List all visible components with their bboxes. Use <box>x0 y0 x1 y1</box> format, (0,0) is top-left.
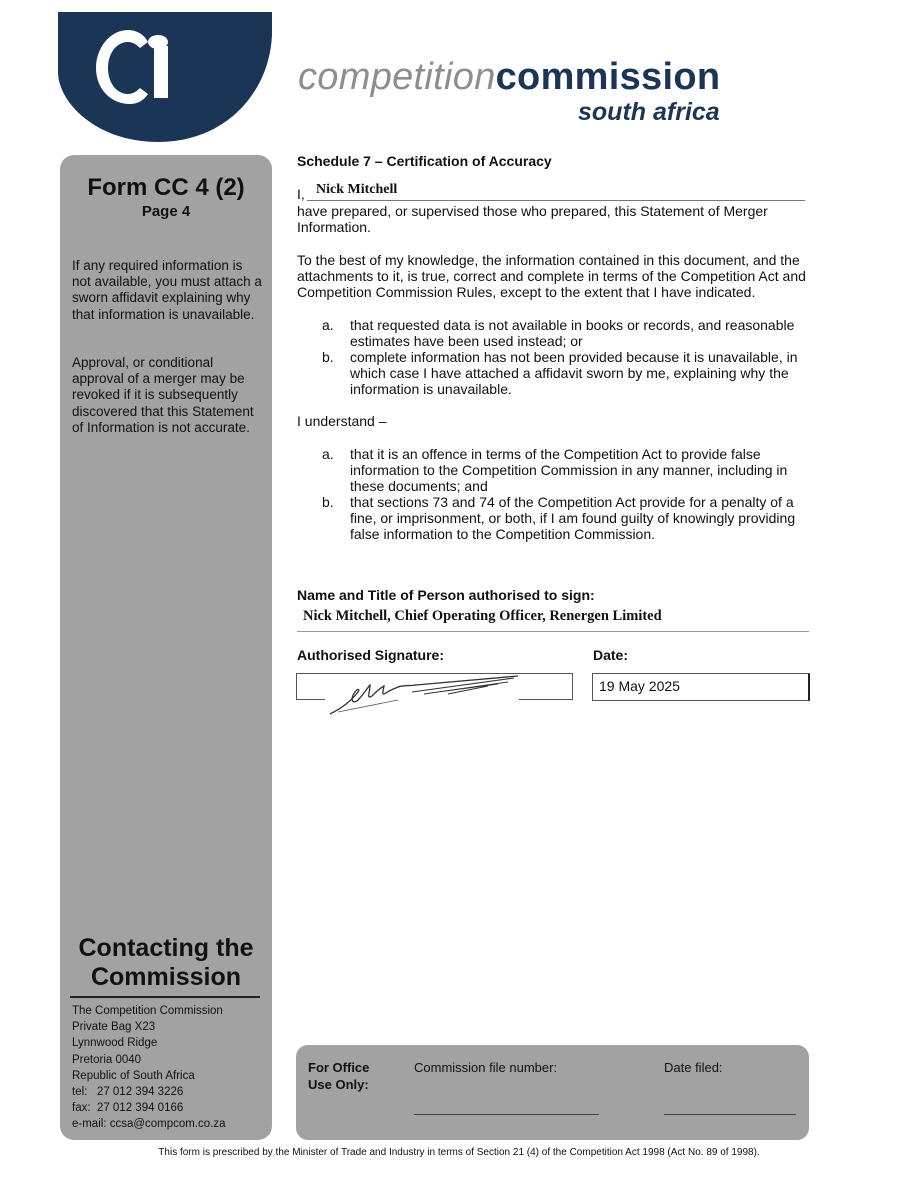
date-value: 19 May 2025 <box>599 678 680 694</box>
understand-b-label: b. <box>322 494 334 510</box>
form-title: Form CC 4 (2) <box>87 174 245 201</box>
understand-heading: I understand – <box>297 413 387 429</box>
schedule-title: Schedule 7 – Certification of Accuracy <box>297 153 552 169</box>
contact-heading-line2: Commission <box>90 963 242 991</box>
understand-a-label: a. <box>322 446 334 462</box>
exception-b-label: b. <box>322 349 334 365</box>
handwritten-signature <box>328 672 528 718</box>
understand-b-text: that sections 73 and 74 of the Competition Act provide for a penalty of a fine, or imprisonment, or both, if I am found guilty of knowingly providing false information to the Competition Commission. <box>350 494 796 543</box>
declarant-name-field[interactable]: Nick Mitchell <box>316 182 398 197</box>
name-underline <box>307 200 805 201</box>
commission-logo <box>58 12 272 144</box>
contact-heading <box>60 934 272 992</box>
brand-word-competition: competition <box>298 56 496 98</box>
contact-divider <box>70 996 260 998</box>
name-title-field[interactable]: Nick Mitchell, Chief Operating Officer, Renergen Limited <box>303 608 662 624</box>
contact-line: Private Bag X23 <box>72 1021 156 1034</box>
contact-line: Pretoria 0040 <box>72 1053 142 1066</box>
brand-tagline: south africa <box>578 98 720 126</box>
contact-line: Lynnwood Ridge <box>72 1037 158 1050</box>
knowledge-paragraph: To the best of my knowledge, the information contained in this document, and the attachments to it, is true, correct and complete in terms of the Competition Act and Competition Commission Rules, except to the extent that I have indicated. <box>297 252 806 301</box>
name-title-label: Name and Title of Person authorised to sign: <box>297 587 595 603</box>
file-number-label: Commission file number: <box>414 1060 558 1075</box>
signature-label: Authorised Signature: <box>297 647 445 663</box>
page-label: Page 4 <box>141 203 191 220</box>
exception-a-label: a. <box>322 317 334 333</box>
exception-b-text: complete information has not been provided because it is unavailable, in which case I have attached a affidavit sworn by me, explaining why the information is unavailable. <box>350 349 798 398</box>
contact-tel: tel: 27 012 394 3226 <box>72 1086 184 1099</box>
file-number-line[interactable] <box>414 1114 599 1115</box>
contact-line: Republic of South Africa <box>72 1069 195 1082</box>
brand-wordmark <box>298 56 720 99</box>
contact-heading-line1: Contacting the <box>78 934 254 962</box>
contact-fax: fax: 27 012 394 0166 <box>72 1102 184 1115</box>
contact-details <box>72 1003 226 1133</box>
contact-email[interactable]: e-mail: ccsa@compcom.co.za <box>72 1118 226 1131</box>
name-title-rule <box>297 631 809 632</box>
i-prefix: I, <box>297 186 305 202</box>
date-filed-label: Date filed: <box>664 1060 723 1075</box>
date-label: Date: <box>593 647 629 663</box>
sidebar-note-affidavit: If any required information is not available, you must attach a sworn affidavit explaining why that information is unavailable. <box>72 258 262 322</box>
exception-a-text: that requested data is not available in books or records, and reasonable estimates have been used instead; or <box>350 317 795 350</box>
brand-word-commission: commission <box>495 56 721 98</box>
office-use-label: For Office Use Only: <box>308 1060 370 1092</box>
footer-note: This form is prescribed by the Minister of Trade and Industry in terms of Section 21 (4) of the Competition Act 1998 (Act No. 89 of 1998). <box>158 1147 760 1158</box>
understand-a-text: that it is an offence in terms of the Competition Act to provide false information to the Competition Commission in any manner, including in these documents; and <box>350 446 788 495</box>
contact-line: The Competition Commission <box>72 1005 223 1017</box>
date-filed-line[interactable] <box>664 1114 796 1115</box>
sidebar-note-revocation: Approval, or conditional approval of a merger may be revoked if it is subsequently discovered that this Statement of Information is not accurate. <box>72 355 254 435</box>
intro-paragraph: have prepared, or supervised those who prepared, this Statement of Merger Information. <box>297 203 768 236</box>
